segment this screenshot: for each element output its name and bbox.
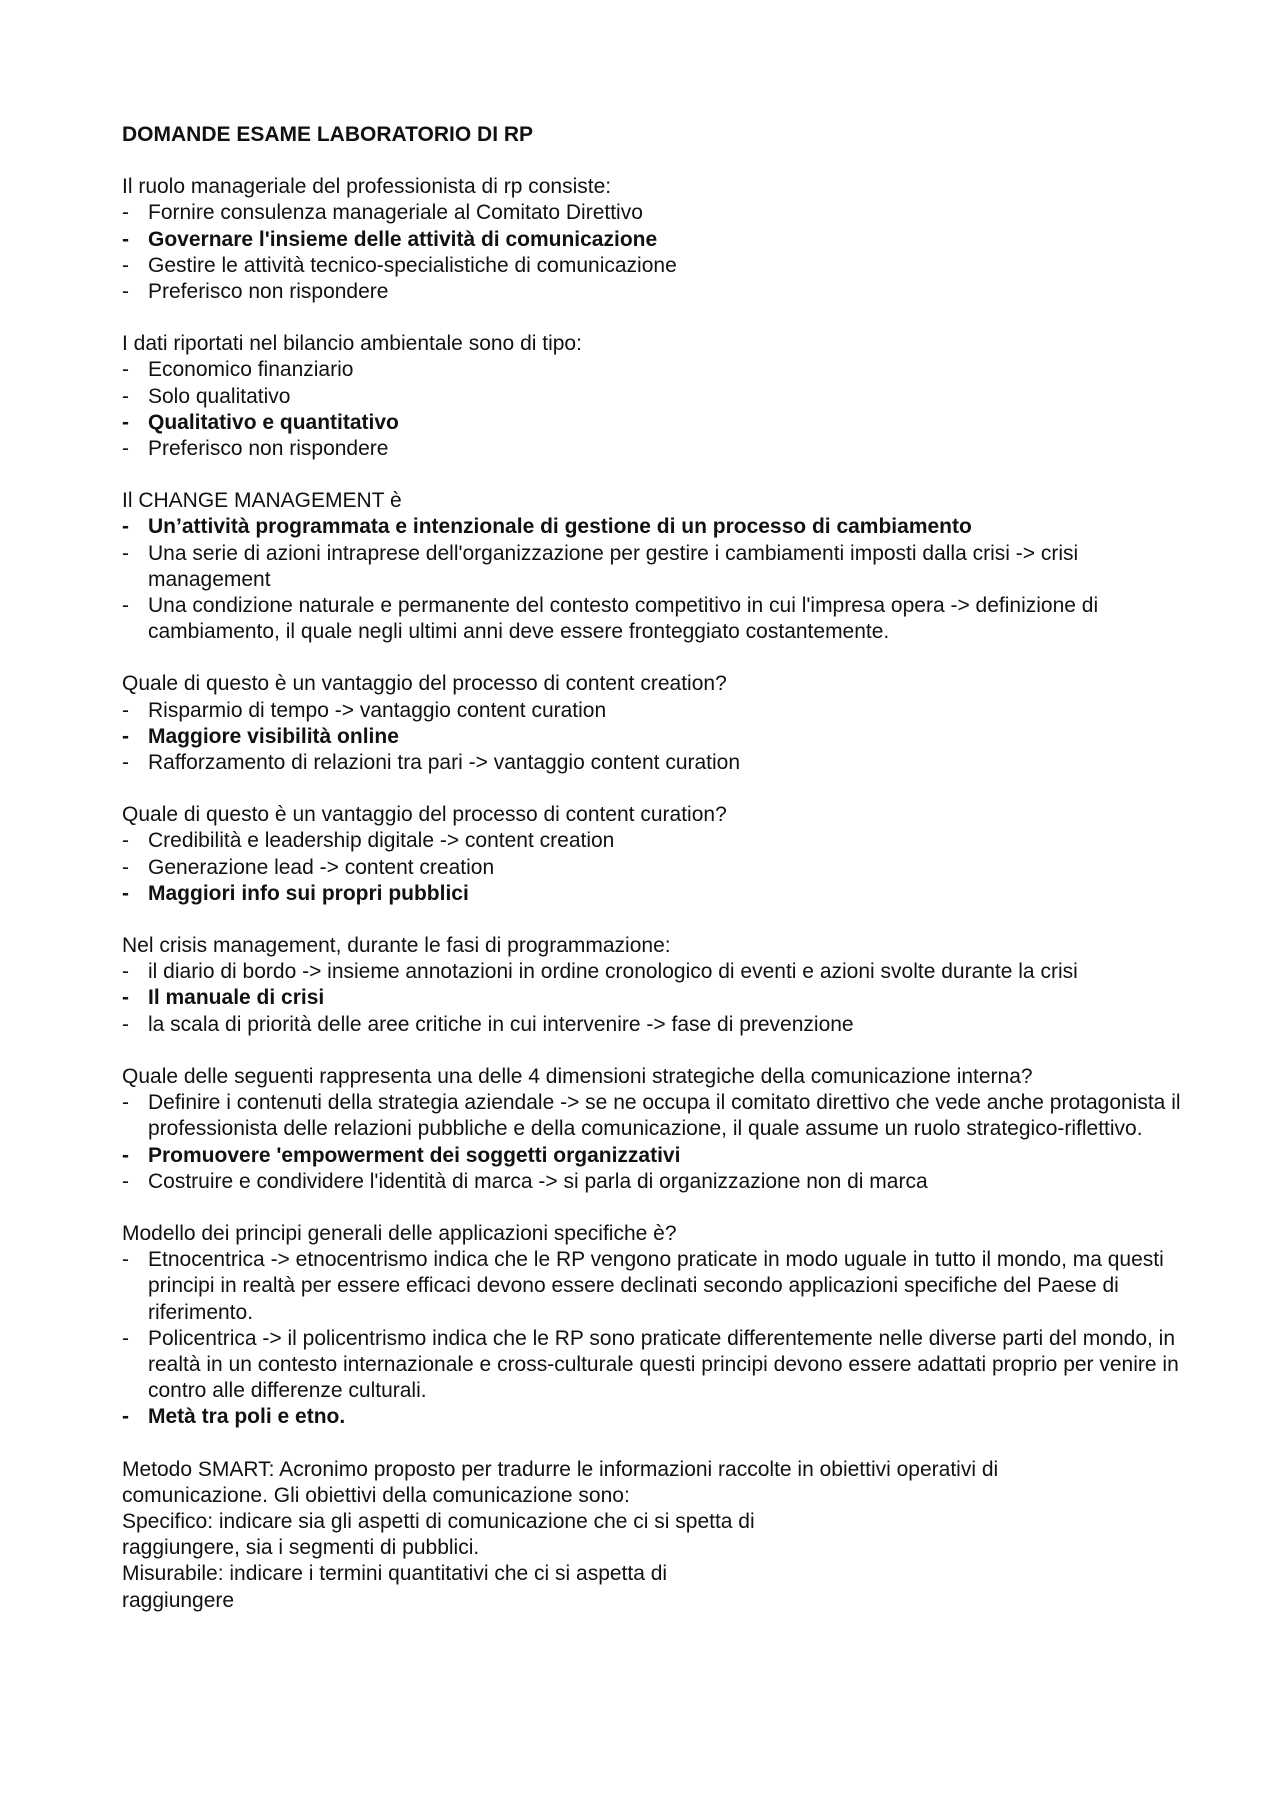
question-block [122,331,1182,462]
answer-option-correct: - Metà tra poli e etno. [122,1404,1182,1430]
answer-list [122,357,1182,462]
answer-list [122,1247,1182,1430]
answer-option: - il diario di bordo -> insieme annotazioni in ordine cronologico di eventi e azioni svolte durante la crisi [122,959,1182,985]
answer-option: - Risparmio di tempo -> vantaggio content curation [122,698,1182,724]
answer-option: - Una serie di azioni intraprese dell'organizzazione per gestire i cambiamenti imposti dalla crisi -> crisi management [122,541,1182,593]
answer-option: - Rafforzamento di relazioni tra pari -> vantaggio content curation [122,750,1182,776]
question-text: Il ruolo manageriale del professionista di rp consiste: [122,175,612,199]
question-block [122,1064,1182,1195]
question-text: Il CHANGE MANAGEMENT è [122,489,402,513]
answer-option: - la scala di priorità delle aree critiche in cui intervenire -> fase di prevenzione [122,1012,1182,1038]
question-block [122,488,1182,645]
answer-list [122,959,1182,1038]
answer-option-correct: - Il manuale di crisi [122,985,1182,1011]
question-block [122,802,1182,907]
answer-option-correct: - Qualitativo e quantitativo [122,410,1182,436]
answer-option-correct: - Promuovere 'empowerment dei soggetti organizzativi [122,1143,1182,1169]
question-text: I dati riportati nel bilancio ambientale sono di tipo: [122,332,582,356]
answer-option-correct: - Maggiore visibilità online [122,724,1182,750]
smart-misurabile: Misurabile: indicare i termini quantitativi che ci si aspetta di [122,1562,668,1586]
answer-list [122,698,1182,777]
question-block [122,1221,1182,1431]
answer-option-correct: - Un’attività programmata e intenzionale di gestione di un processo di cambiamento [122,514,1182,540]
document-page [122,122,1182,1614]
document-title: DOMANDE ESAME LABORATORIO DI RP [122,123,534,146]
question-block [122,671,1182,776]
answer-list [122,514,1182,645]
answer-option: - Preferisco non rispondere [122,436,1182,462]
answer-option-correct: - Governare l'insieme delle attività di comunicazione [122,227,1182,253]
answer-option: - Costruire e condividere l'identità di marca -> si parla di organizzazione non di marca [122,1169,1182,1195]
smart-misurabile: raggiungere [122,1588,235,1612]
answer-option-correct: - Maggiori info sui propri pubblici [122,881,1182,907]
smart-specifico: raggiungere, sia i segmenti di pubblici. [122,1536,480,1560]
answer-option: - Solo qualitativo [122,384,1182,410]
smart-intro: Metodo SMART: Acronimo proposto per tradurre le informazioni raccolte in obiettivi operativi di [122,1457,999,1481]
smart-specifico: Specifico: indicare sia gli aspetti di comunicazione che ci si spetta di [122,1509,755,1533]
answer-option: - Fornire consulenza manageriale al Comitato Direttivo [122,200,1182,226]
question-text: Quale di questo è un vantaggio del processo di content creation? [122,672,727,696]
answer-option: - Preferisco non rispondere [122,279,1182,305]
answer-option: - Definire i contenuti della strategia aziendale -> se ne occupa il comitato direttivo che vede anche protagonista il professionista delle relazioni pubbliche e della comunicazione, il quale assume un ruolo strategico-riflettivo. [122,1090,1182,1142]
question-block [122,174,1182,305]
smart-intro: comunicazione. Gli obiettivi della comunicazione sono: [122,1483,630,1507]
smart-method-section [122,1457,1182,1614]
answer-option: - Policentrica -> il policentrismo indica che le RP sono praticate differentemente nelle diverse parti del mondo, in realtà in un contesto internazionale e cross-culturale questi principi devono essere adattati proprio per venire in contro alle differenze culturali. [122,1326,1182,1405]
answer-option: - Generazione lead -> content creation [122,855,1182,881]
answer-list [122,1090,1182,1195]
question-text: Nel crisis management, durante le fasi di programmazione: [122,934,671,958]
question-text: Modello dei principi generali delle applicazioni specifiche è? [122,1221,677,1245]
question-text: Quale di questo è un vantaggio del processo di content curation? [122,803,727,827]
answer-option: - Gestire le attività tecnico-specialistiche di comunicazione [122,253,1182,279]
question-block [122,933,1182,1038]
answer-list [122,200,1182,305]
question-text: Quale delle seguenti rappresenta una delle 4 dimensioni strategiche della comunicazione interna? [122,1064,1033,1088]
answer-option: - Credibilità e leadership digitale -> content creation [122,828,1182,854]
answer-option: - Una condizione naturale e permanente del contesto competitivo in cui l'impresa opera -> definizione di cambiamento, il quale negli ultimi anni deve essere fronteggiato costantemente. [122,593,1182,645]
answer-option: - Etnocentrica -> etnocentrismo indica che le RP vengono praticate in modo uguale in tutto il mondo, ma questi principi in realtà per essere efficaci devono essere declinati secondo applicazioni specifiche del Paese di riferimento. [122,1247,1182,1326]
answer-option: - Economico finanziario [122,357,1182,383]
answer-list [122,828,1182,907]
